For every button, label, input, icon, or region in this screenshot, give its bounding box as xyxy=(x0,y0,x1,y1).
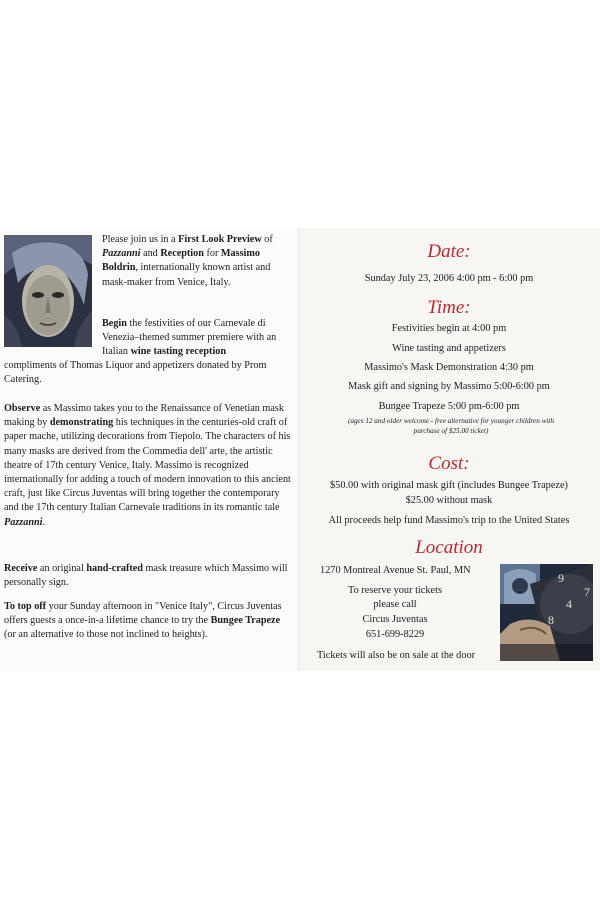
time-line: Wine tasting and appetizers xyxy=(392,343,506,354)
reserve-line: To reserve your tickets xyxy=(348,585,442,596)
time-line: Festivities begin at 4:00 pm xyxy=(391,323,507,334)
age-note: (ages 12 and older welcome - free alternative for younger children with purchase of $25.00 ticket) xyxy=(347,417,555,435)
door-sales-line: Tickets will also be on sale at the door xyxy=(317,650,476,661)
begin-paragraph: Begin the festivities of our Carnevale di Venezia–themed summer premiere with an Italian wine tasting reception xyxy=(102,318,277,358)
date-heading: Date: xyxy=(427,241,471,262)
reserve-line: Circus Juventas xyxy=(362,614,428,625)
location-heading: Location xyxy=(415,537,483,558)
svg-text:4: 4 xyxy=(566,597,572,611)
clock-mask-photo xyxy=(500,564,593,661)
observe-paragraph: Observe as Massimo takes you to the Renaissance of Venetian mask making by demonstrating his techniques in the centuries-old craft of paper mache, utilizing decorations from Tiepolo. The characters of his many masks are derived from the Commedia dell' arte, the artistic theatre of 17th century Venice, Italy. Massimo is recognized internationally for adding a touch of modern innovation to this ancient craft, just like Circus Juventas will bring together the contemporary and the 17th century Italian Carnevale traditions in its romantic tale Pazzanni. xyxy=(4,403,291,528)
cost-line: $25.00 without mask xyxy=(405,495,493,506)
time-heading: Time: xyxy=(427,297,471,318)
svg-text:8: 8 xyxy=(548,613,554,627)
cost-heading: Cost: xyxy=(428,453,470,474)
time-line: Mask gift and signing by Massimo 5:00-6:00 pm xyxy=(348,381,550,392)
svg-text:7: 7 xyxy=(584,585,590,599)
fold-line xyxy=(298,228,299,671)
time-line: Bungee Trapeze 5:00 pm-6:00 pm xyxy=(378,401,520,412)
location-address: 1270 Montreal Avenue St. Paul, MN xyxy=(320,565,471,576)
intro-paragraph: Please join us in a First Look Preview of Pazzanni and Reception for Massimo Boldrin, internationally known artist and mask-maker from Venice, Italy. xyxy=(102,234,273,288)
top-off-paragraph: To top off your Sunday afternoon in "Venice Italy", Circus Juventas offers guests a once-in-a lifetime chance to try the Bungee Trapeze (or an alternative to those not inclined to heights). xyxy=(4,601,282,641)
cost-line: $50.00 with original mask gift (includes Bungee Trapeze) xyxy=(330,480,568,491)
reserve-phone: 651-699-8229 xyxy=(365,629,425,640)
receive-paragraph: Receive an original hand-crafted mask treasure which Massimo will personally sign. xyxy=(4,563,288,589)
begin-paragraph-continued: compliments of Thomas Liquor and appetizers donated by Prom Catering. xyxy=(4,360,267,386)
left-panel xyxy=(0,228,298,671)
venetian-mask-photo xyxy=(4,235,92,347)
date-line: Sunday July 23, 2006 4:00 pm - 6:00 pm xyxy=(364,273,534,284)
svg-text:9: 9 xyxy=(558,571,564,585)
brochure-sheet xyxy=(0,228,600,671)
reserve-line: please call xyxy=(373,599,417,610)
cost-line: All proceeds help fund Massimo's trip to the United States xyxy=(328,515,570,526)
time-line: Massimo's Mask Demonstration 4:30 pm xyxy=(364,362,534,373)
